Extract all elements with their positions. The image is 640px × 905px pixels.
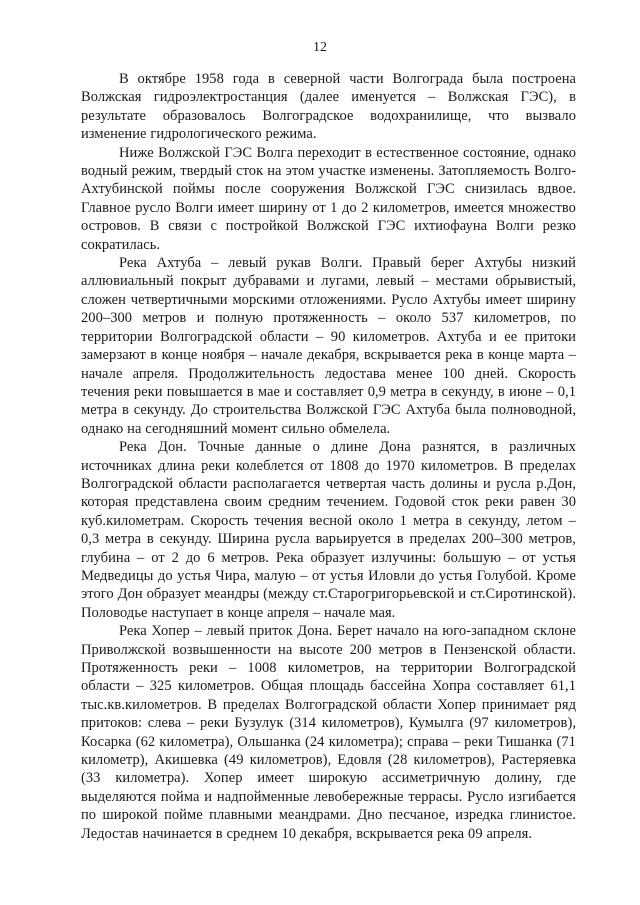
paragraph-don-river: Река Дон. Точные данные о длине Дона разнятся, в различных источниках длина реки колеблется от 1808 до 1970 километров. В пределах Волгоградской области располагается четвертая часть долины и русла р.Дон, которая представлена своим средним течением. Годовой сток реки равен 30 куб.километрам. Скорость течения весной около 1 метра в секунду, летом – 0,3 метра в секунду. Ширина русла варьируется в пределах 200–300 метров, глубина – от 2 до 6 метров. Река образует излучины: большую – от устья Медведицы до устья Чира, малую – от устья Иловли до устья Голубой. Кроме этого Дон образует меандры (между ст.Старогригорьевской и ст.Сиротинской). Половодье наступает в конце апреля – начале мая. [81,439,576,621]
paragraph-akhtuba-river: Река Ахтуба – левый рукав Волги. Правый берег Ахтубы низкий аллювиальный покрыт дубравами и лугами, левый – местами обрывистый, сложен четвертичными морскими отложениями. Русло Ахтубы имеет ширину 200–300 метров и полную протяженность – около 537 километров, по территории Волгоградской области – 90 километров. Ахтуба и ее притоки замерзают в конце ноября – начале декабря, вскрывается река в конце марта – начале апреля. Продолжительность ледостава менее 100 дней. Скорость течения реки повышается в мае и составляет 0,9 метра в секунду, в июне – 0,1 метра в секунду. До строительства Волжской ГЭС Ахтуба была полноводной, однако на сегодняшний момент сильно обмелела. [81,255,576,437]
page-body [81,70,576,843]
paragraph-below-volga-station: Ниже Волжской ГЭС Волга переходит в естественное состояние, однако водный режим, твердый сток на этом участке изменены. Затопляемость Волго-Ахтубинской поймы после сооружения Волжской ГЭС снизилась вдвое. Главное русло Волги имеет ширину от 1 до 2 километров, имеется множество островов. В связи с постройкой Волжской ГЭС ихтиофауна Волги резко сократилась. [81,144,576,253]
page-number: 12 [313,40,327,55]
paragraph-khoper-river: Река Хопер – левый приток Дона. Берет начало на юго-западном склоне Приволжской возвышенности на высоте 200 метров в Пензенской области. Протяженность реки – 1008 километров, на территории Волгоградской области – 325 километров. Общая площадь бассейна Хопра составляет 61,1 тыс.кв.километров. В пределах Волгоградской области Хопер принимает ряд притоков: слева – реки Бузулук (314 километров), Кумылга (97 километров), Косарка (62 километра), Ольшанка (24 километра); справа – реки Тишанка (71 километр), Акишевка (49 километров), Едовля (28 километров), Растеряевка (33 километра). Хопер имеет широкую ассиметричную долину, где выделяются пойма и надпойменные левобережные террасы. Русло изгибается по широкой пойме плавными меандрами. Дно песчаное, изредка глинистое. Ледостав начинается в среднем 10 декабря, вскрывается река 09 апреля. [81,623,576,842]
paragraph-volga-hydro-station: В октябре 1958 года в северной части Волгограда была построена Волжская гидроэлектростанция (далее именуется – Волжская ГЭС), в результате образовалось Волгоградское водохранилище, что вызвало изменение гидрологического режима. [81,71,576,143]
